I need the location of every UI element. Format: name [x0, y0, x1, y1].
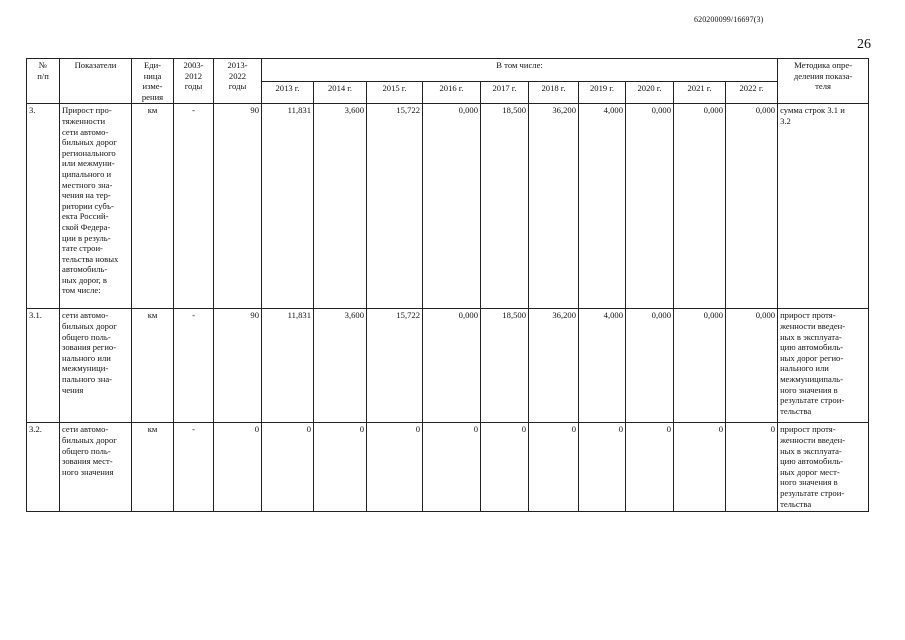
row-year-value: 4,000 [579, 104, 626, 309]
header-method: Методика опре- деления показа- теля [778, 59, 869, 104]
indicators-table [26, 58, 869, 512]
row-number: 3.1. [27, 309, 60, 423]
row-number: 3. [27, 104, 60, 309]
row-year-value: 4,000 [579, 309, 626, 423]
row-year-value: 36,200 [529, 309, 579, 423]
row-unit: км [132, 423, 174, 512]
row-year-value: 0 [481, 423, 529, 512]
row-method: прирост протя- женности введен- ных в эксплуата- цию автомобиль- ных дорог регио- нального или межмуниципаль- ного значения в результате строи- тельства [778, 309, 869, 423]
row-method: сумма строк 3.1 и 3.2 [778, 104, 869, 309]
row-year-value: 36,200 [529, 104, 579, 309]
header-year: 2022 г. [726, 81, 778, 104]
header-year: 2017 г. [481, 81, 529, 104]
row-year-value: 0 [579, 423, 626, 512]
header-year: 2021 г. [674, 81, 726, 104]
row-year-value: 0,000 [626, 104, 674, 309]
row-number: 3.2. [27, 423, 60, 512]
header-year: 2016 г. [423, 81, 481, 104]
row-year-value: 0 [423, 423, 481, 512]
row-year-value: 0,000 [423, 309, 481, 423]
header-year: 2015 г. [367, 81, 423, 104]
header-unit: Еди- ница изме- рения [132, 59, 174, 104]
row-year-value: 0 [367, 423, 423, 512]
header-year: 2018 г. [529, 81, 579, 104]
header-2013-2022: 2013- 2022 годы [214, 59, 262, 104]
header-number: № п/п [27, 59, 60, 104]
row-year-value: 18,500 [481, 104, 529, 309]
row-year-value: 11,831 [262, 309, 314, 423]
row-indicator: сети автомо- бильных дорог общего поль- зования регио- нального или межмуници- пального зна- чения [60, 309, 132, 423]
row-2013-2022: 90 [214, 309, 262, 423]
row-year-value: 0,000 [674, 104, 726, 309]
page-number: 26 [857, 37, 871, 52]
row-indicator: Прирост про- тяженности сети автомо- бильных дорог регионального или межмуни- ципального и местного зна- чения на тер- ритории субъ- екта Россий- ской Федера- ции в резуль- тате строи- тельства новых автомобиль- ных дорог, в том числе: [60, 104, 132, 309]
row-2003-2012: - [174, 104, 214, 309]
row-year-value: 0,000 [726, 104, 778, 309]
header-year: 2014 г. [314, 81, 367, 104]
table-row [27, 309, 869, 423]
row-year-value: 15,722 [367, 309, 423, 423]
row-year-value: 0 [626, 423, 674, 512]
row-2003-2012: - [174, 309, 214, 423]
row-method: прирост протя- женности введен- ных в эксплуата- цию автомобиль- ных дорог мест- ного значения в результате строи- тельства [778, 423, 869, 512]
table-row [27, 423, 869, 512]
row-year-value: 0,000 [674, 309, 726, 423]
row-year-value: 0 [674, 423, 726, 512]
table-row [27, 104, 869, 309]
row-indicator: сети автомо- бильных дорог общего поль- зования мест- ного значения [60, 423, 132, 512]
row-year-value: 0 [314, 423, 367, 512]
row-year-value: 0,000 [626, 309, 674, 423]
row-year-value: 0,000 [726, 309, 778, 423]
row-2013-2022: 0 [214, 423, 262, 512]
document-id: 620200099/16697(3) [694, 15, 764, 24]
header-year: 2013 г. [262, 81, 314, 104]
header-2003-2012: 2003- 2012 годы [174, 59, 214, 104]
row-year-value: 0 [262, 423, 314, 512]
row-year-value: 0 [529, 423, 579, 512]
row-year-value: 0,000 [423, 104, 481, 309]
header-indicator: Показатели [60, 59, 132, 104]
row-year-value: 15,722 [367, 104, 423, 309]
row-year-value: 3,600 [314, 104, 367, 309]
row-unit: км [132, 309, 174, 423]
row-year-value: 11,831 [262, 104, 314, 309]
header-year: 2019 г. [579, 81, 626, 104]
row-unit: км [132, 104, 174, 309]
row-year-value: 0 [726, 423, 778, 512]
header-year: 2020 г. [626, 81, 674, 104]
row-year-value: 3,600 [314, 309, 367, 423]
header-row-1 [27, 59, 869, 82]
row-2003-2012: - [174, 423, 214, 512]
row-year-value: 18,500 [481, 309, 529, 423]
header-including: В том числе: [262, 59, 778, 82]
row-2013-2022: 90 [214, 104, 262, 309]
